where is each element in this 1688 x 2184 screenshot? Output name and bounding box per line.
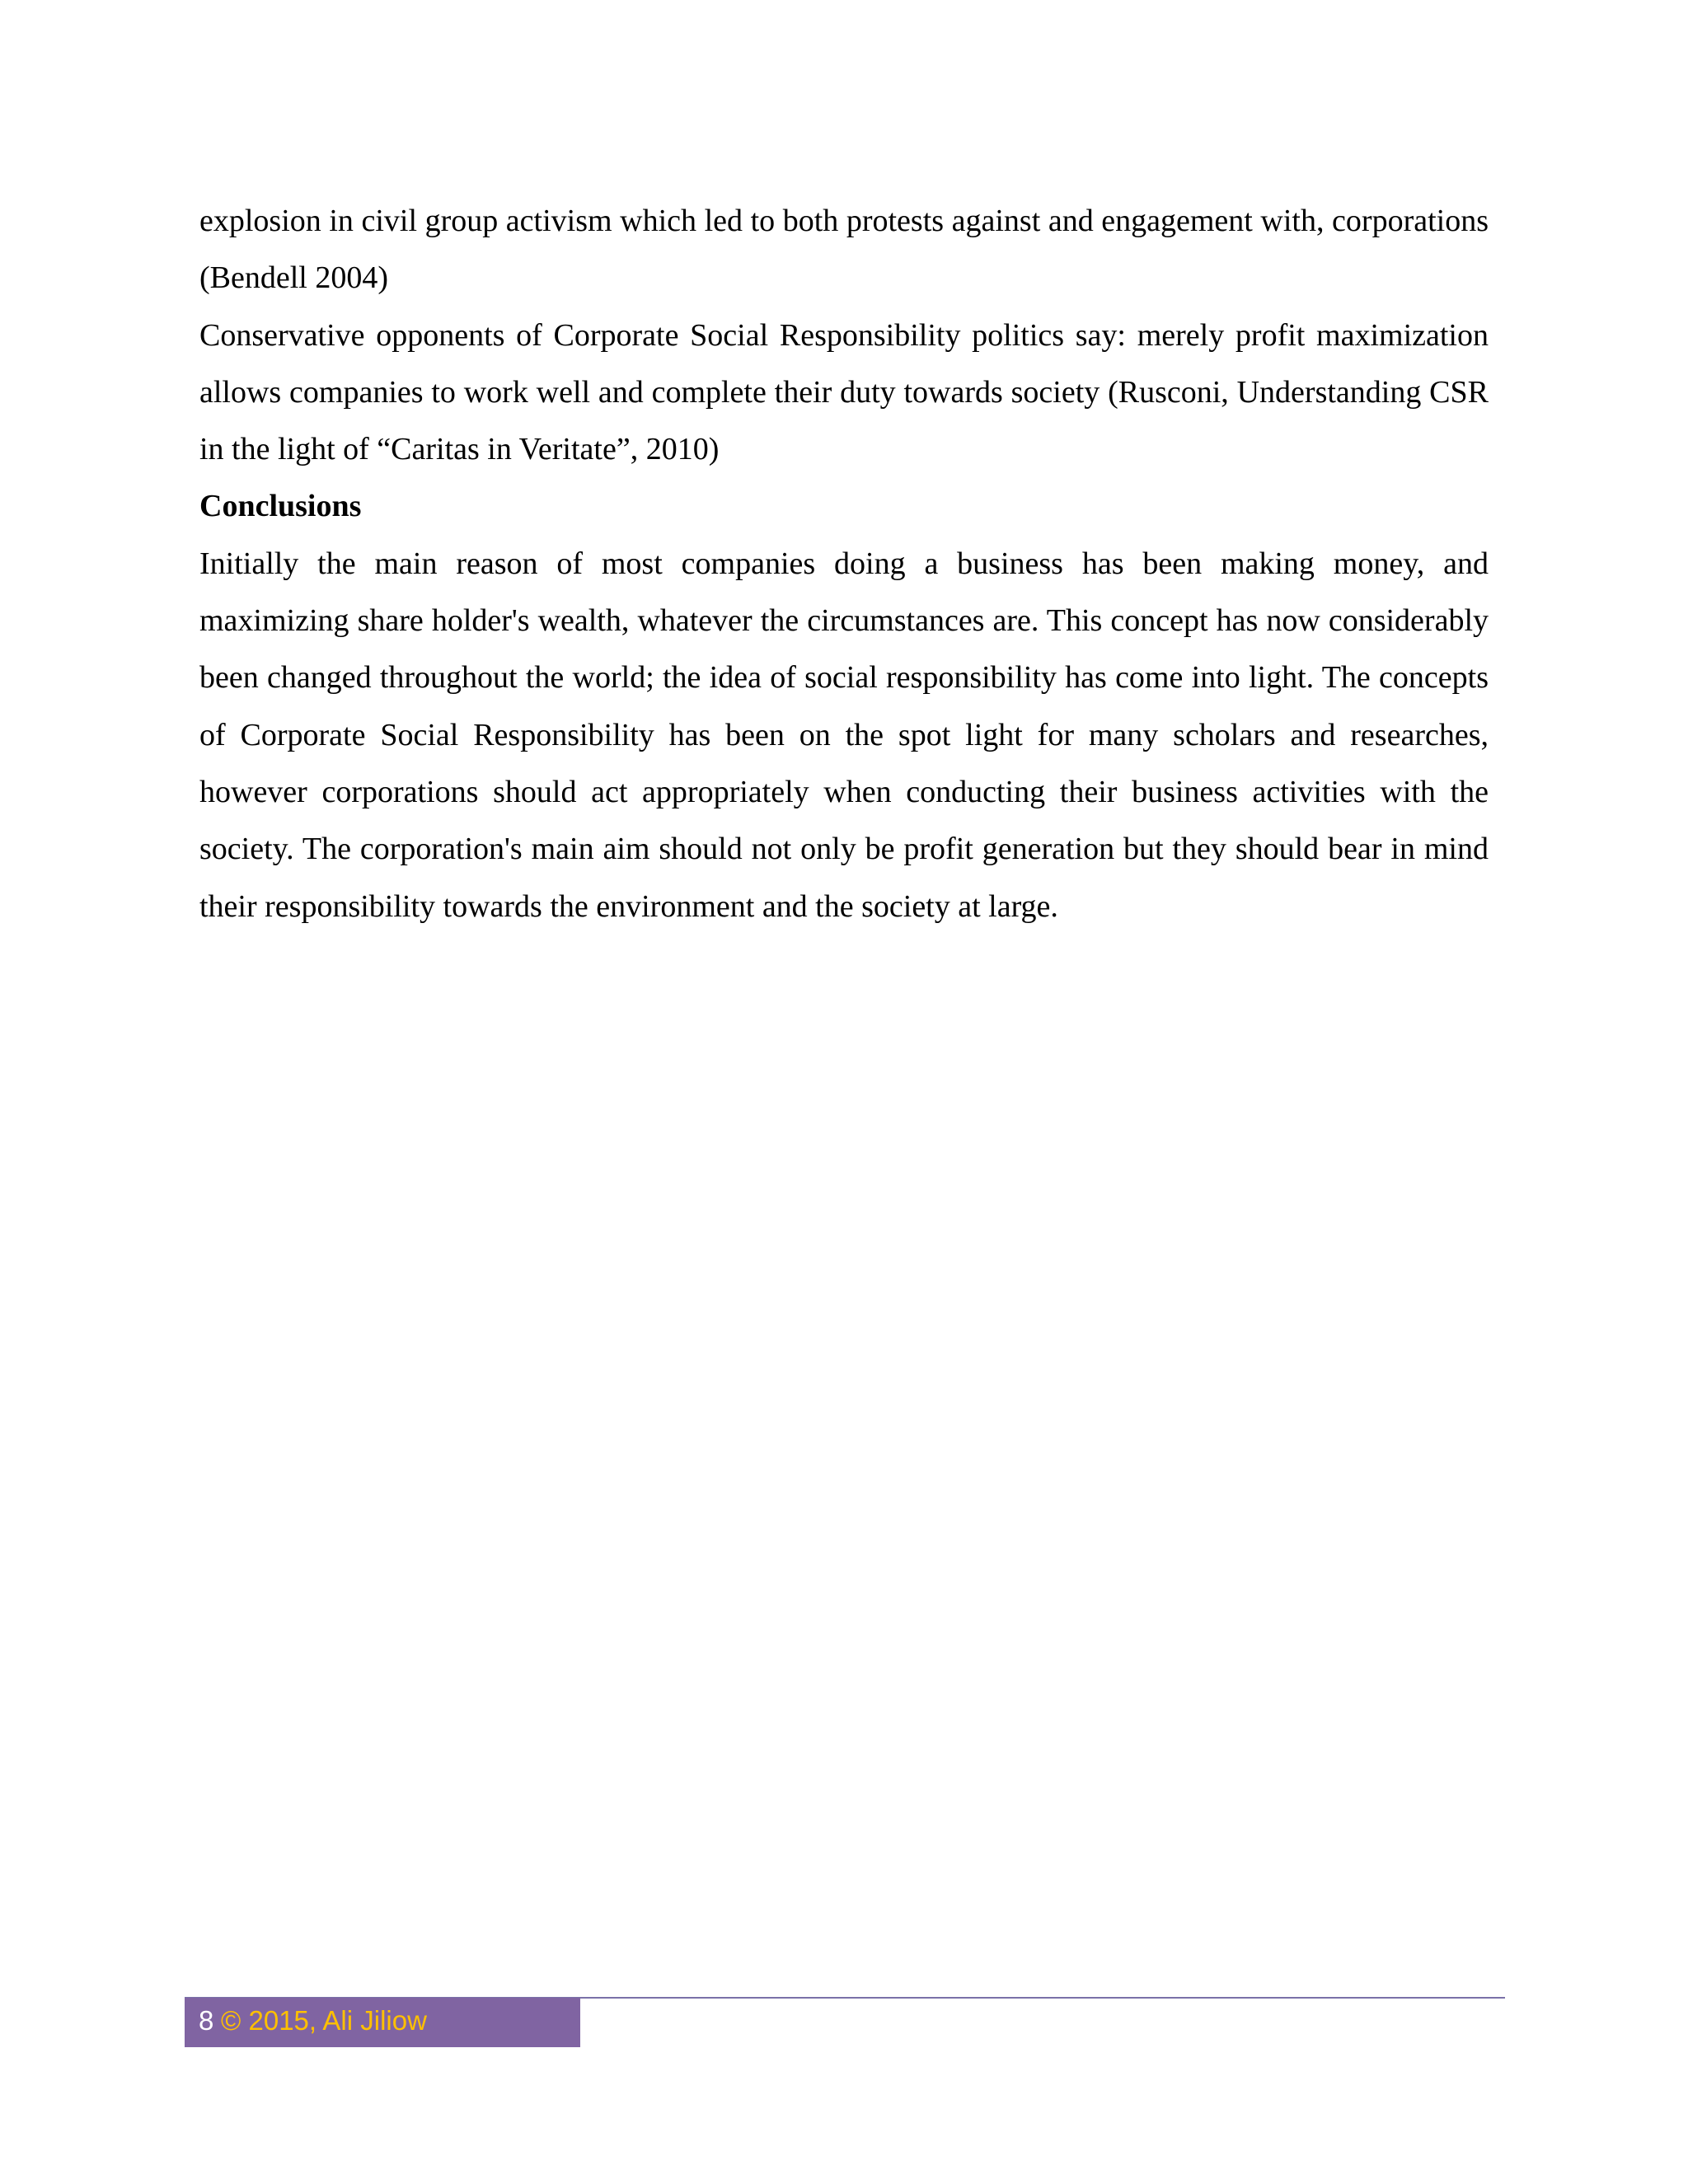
body-text: [199, 193, 1489, 935]
paragraph-conclusion: Initially the main reason of most companies doing a business has been making money, and maximizing share holder's wealth, whatever the circumstances are. This concept has now considerably been changed throughout the world; the idea of social responsibility has come into light. The concepts of Corporate Social Responsibility has been on the spot light for many scholars and researches, however corporations should act appropriately when conducting their business activities with the society. The corporation's main aim should not only be profit generation but they should bear in mind their responsibility towards the environment and the society at large.: [199, 546, 1489, 924]
section-heading-conclusions: Conclusions: [199, 489, 362, 524]
copyright-notice: © 2015, Ali Jiliow: [221, 2005, 427, 2036]
paragraph-activism: explosion in civil group activism which led to both protests against and engagement with, corporations (Bendell 2004): [199, 204, 1489, 296]
footer-bar: [185, 1998, 580, 2047]
page-number: 8: [199, 2005, 214, 2036]
paragraph-conservative-opponents: Conservative opponents of Corporate Social Responsibility politics say: merely profit maximization allows companies to work well and complete their duty towards society (Rusconi, Understanding CSR in the light of “Caritas in Veritate”, 2010): [199, 317, 1489, 467]
